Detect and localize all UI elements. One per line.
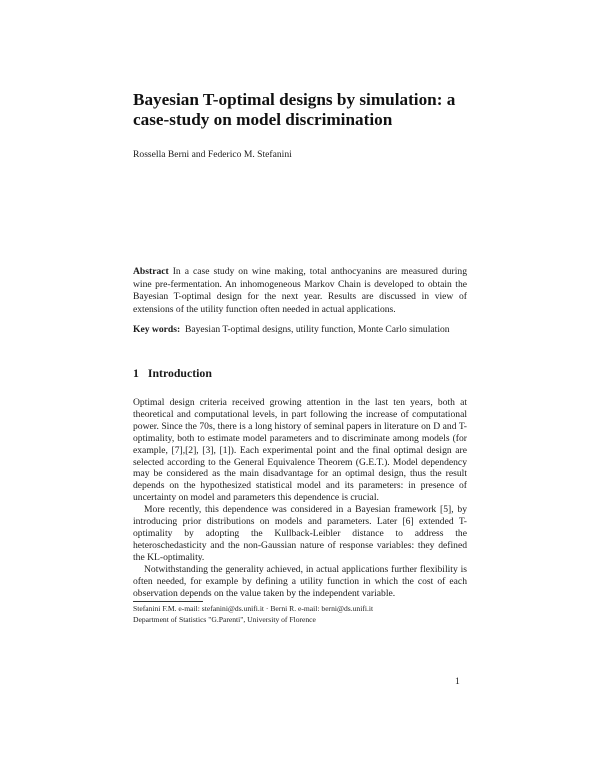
body-paragraph: Notwithstanding the generality achieved, in actual applications further flexibility is often needed, for example by defining a utility function in which the cost of each observation depends on the value taken by the independent variable. — [133, 563, 467, 599]
abstract-label: Abstract — [133, 266, 169, 277]
footnote-affiliation: Department of Statistics "G.Parenti", University of Florence — [133, 614, 316, 624]
body-paragraph: Optimal design criteria received growing attention in the last ten years, both at theoretical and computational levels, in part following the increase of computational power. Since the 70s, there is a long history of seminal papers in literature on D and T-optimality, both to estimate model parameters and to discriminate among models (for example, [7],[2], [3], [1]). Each experimental point and the final optimal design are selected according to the General Equivalence Theorem (G.E.T.). Model dependency may be considered as the main disadvantage for an optimal design, thus the result depends on the hypothesized statistical model and its parameters: in presence of uncertainty on model and parameters this dependence is crucial. — [133, 397, 467, 504]
paper-authors: Rossella Berni and Federico M. Stefanini — [133, 149, 292, 160]
keywords-label: Key words: — [133, 324, 181, 335]
section-title: Introduction — [147, 366, 212, 380]
footnote — [133, 604, 473, 626]
footnote-rule — [133, 601, 203, 602]
footnote-emails: Stefanini F.M. e-mail: stefanini@ds.unifi.it · Berni R. e-mail: berni@ds.unifi.it — [133, 604, 374, 613]
introduction-body — [133, 397, 467, 599]
section-number: 1 — [133, 366, 139, 380]
keywords-text: Bayesian T-optimal designs, utility function, Monte Carlo simulation — [184, 324, 450, 335]
abstract-text: In a case study on wine making, total anthocyanins are measured during wine pre-fermentation. An inhomogeneous Markov Chain is developed to obtain the Bayesian T-optimal design for the next year. Results are discussed in view of extensions of the utility function often needed in actual applications. — [133, 266, 467, 316]
section-heading-introduction — [133, 366, 212, 380]
keywords — [133, 324, 473, 336]
paper-title: Bayesian T-optimal designs by simulation: a case-study on model discrimination — [133, 90, 456, 129]
page-number: 1 — [455, 676, 460, 687]
body-paragraph: More recently, this dependence was considered in a Bayesian framework [5], by introducing prior distributions on models and parameters. Later [6] extended T-optimality by adopting the Kullback-Leibler distance to address the heteroschedasticity and the non-Gaussian nature of response variables: they defined the KL-optimality. — [133, 504, 467, 563]
abstract — [133, 266, 467, 317]
